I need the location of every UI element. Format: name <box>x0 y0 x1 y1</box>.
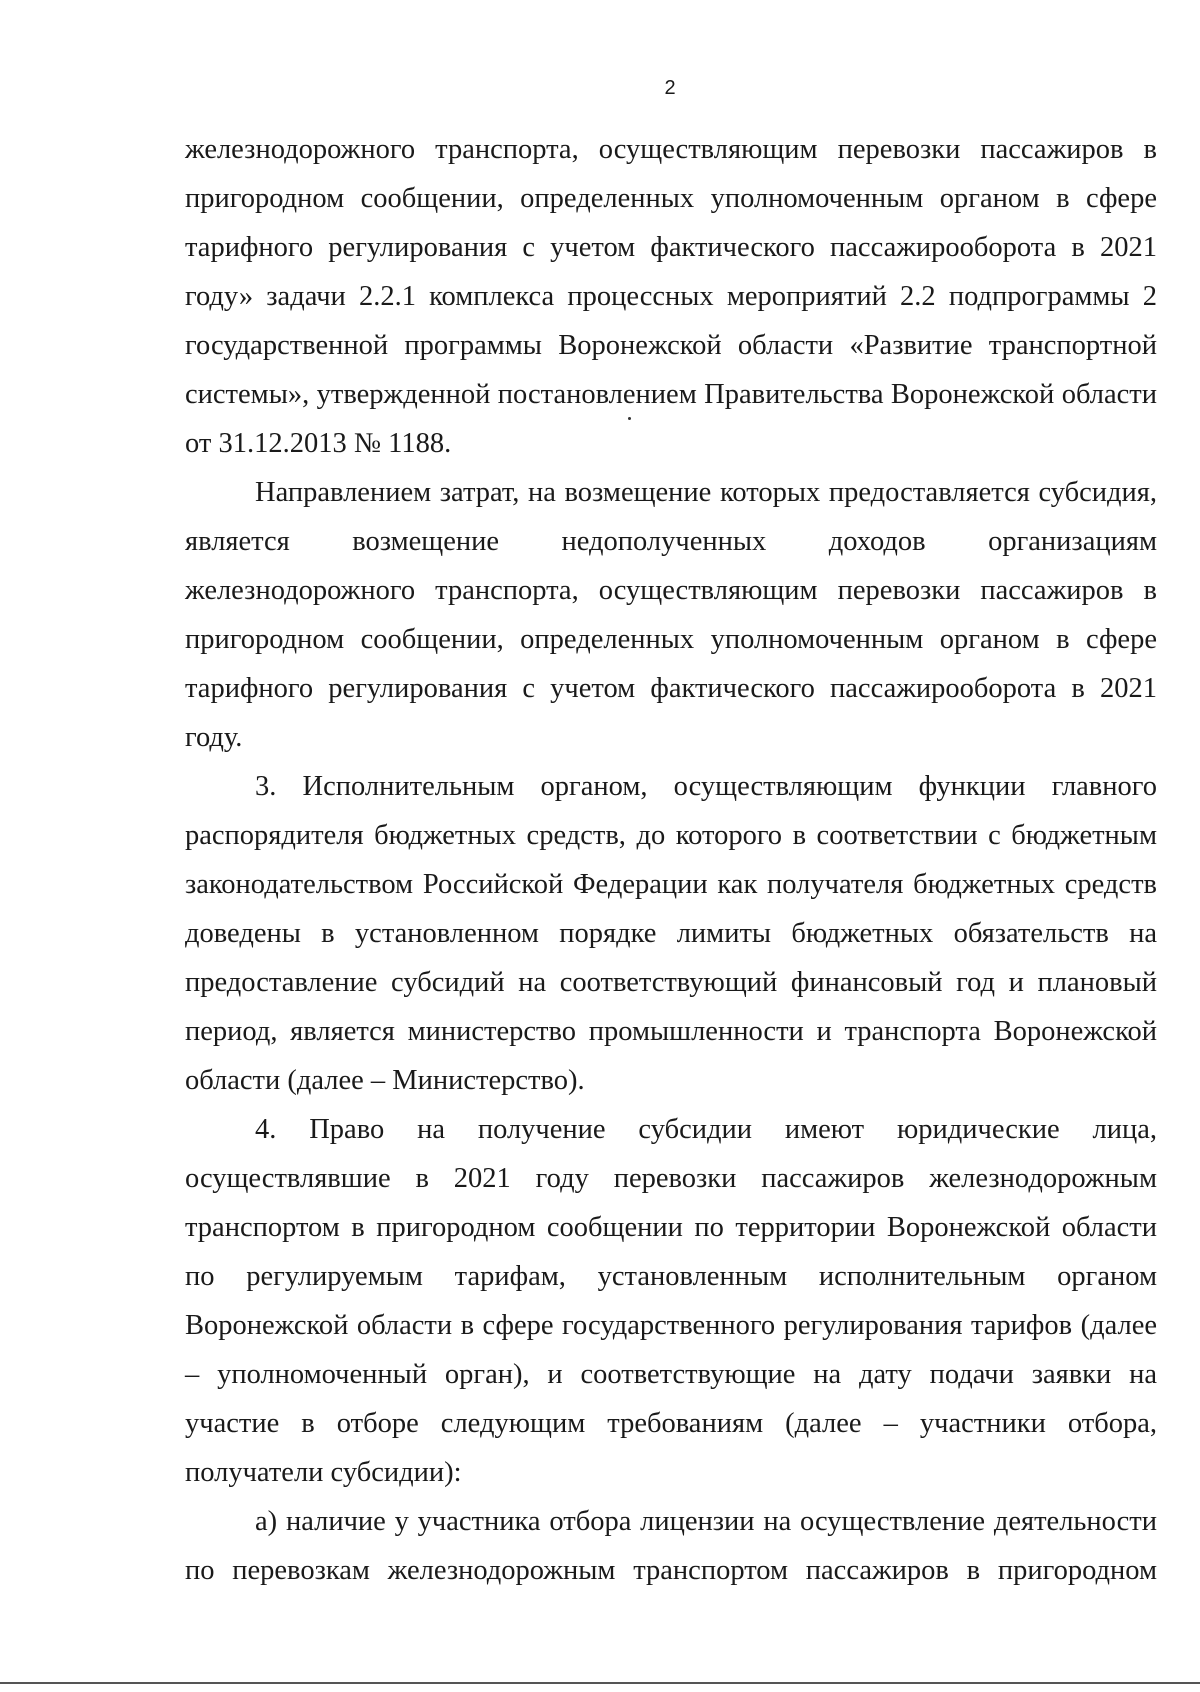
paragraph-item-4 <box>185 1105 1157 1497</box>
text-line: пригородном сообщении, определенных уполномоченным органом в сфере <box>185 624 1157 655</box>
text-line: период, является министерство промышленности и транспорта Воронежской <box>185 1016 1157 1047</box>
scan-speck <box>628 417 631 420</box>
text-line: (далее – уполномоченный орган), и соответствующие на дату подачи заявки на <box>185 1310 1158 1390</box>
text-line: участие в отборе следующим требованиям (далее – участники отбора, <box>185 1408 1157 1439</box>
text-line: по регулируемым тарифам, установленным исполнительным органом <box>185 1261 1157 1292</box>
text-line: 3. Исполнительным органом, осуществляющим функции главного <box>255 771 1157 802</box>
text-line: 4. Право на получение субсидии имеют юридические лица, <box>255 1114 1157 1145</box>
text-line: тарифного регулирования с учетом фактического пассажирооборота в 2021 <box>185 232 1157 263</box>
paragraph-item-3 <box>185 762 1157 1105</box>
text-line: Направлением затрат, на возмещение которых предоставляется субсидия, <box>255 477 1157 508</box>
text-line: распорядителя бюджетных средств, до которого в соответствии с бюджетным <box>185 820 1157 851</box>
text-line: системы», утвержденной постановлением Правительства Воронежской области <box>185 379 1157 410</box>
text-line: транспортом в пригородном сообщении по территории Воронежской области <box>185 1212 1157 1243</box>
paragraph-cost-direction <box>185 468 1157 762</box>
paragraph-item-4a <box>185 1497 1157 1595</box>
text-line: году» задачи 2.2.1 комплекса процессных мероприятий 2.2 подпрограммы 2 <box>185 281 1157 312</box>
text-line: по перевозкам железнодорожным транспортом пассажиров в пригородном <box>185 1555 1157 1586</box>
text-line: предоставление субсидий на соответствующий финансовый год и плановый <box>185 967 1157 998</box>
text-line: пригородном сообщении, определенных уполномоченным органом в сфере <box>185 183 1157 214</box>
text-line: осуществлявшие в 2021 году перевозки пассажиров железнодорожным <box>185 1163 1157 1194</box>
text-line: железнодорожного транспорта, осуществляющим перевозки пассажиров в <box>185 575 1157 606</box>
text-line: тарифного регулирования с учетом фактического пассажирооборота в 2021 <box>185 673 1157 704</box>
document-body <box>185 125 1157 1595</box>
page-bottom-rule <box>0 1682 1200 1684</box>
text-line: законодательством Российской Федерации как получателя бюджетных средств <box>185 869 1157 900</box>
text-line: государственной программы Воронежской области «Развитие транспортной <box>185 330 1157 361</box>
text-line: а) наличие у участника отбора лицензии на осуществление деятельности <box>255 1506 1157 1537</box>
text-line: является возмещение недополученных доходов организациям <box>185 526 1157 557</box>
text-line: от 31.12.2013 № 1188. <box>185 428 452 459</box>
text-line: области (далее – Министерство). <box>185 1065 585 1096</box>
text-line: получатели субсидии): <box>185 1457 462 1488</box>
page-number: 2 <box>664 77 676 99</box>
text-line: доведены в установленном порядке лимиты бюджетных обязательств на <box>185 918 1157 949</box>
text-line: году. <box>185 722 243 753</box>
paragraph-continuation <box>185 125 1157 468</box>
text-line: Воронежской области в сфере государственного регулирования тарифов <box>185 1310 1073 1341</box>
text-line: железнодорожного транспорта, осуществляющим перевозки пассажиров в <box>185 134 1157 165</box>
